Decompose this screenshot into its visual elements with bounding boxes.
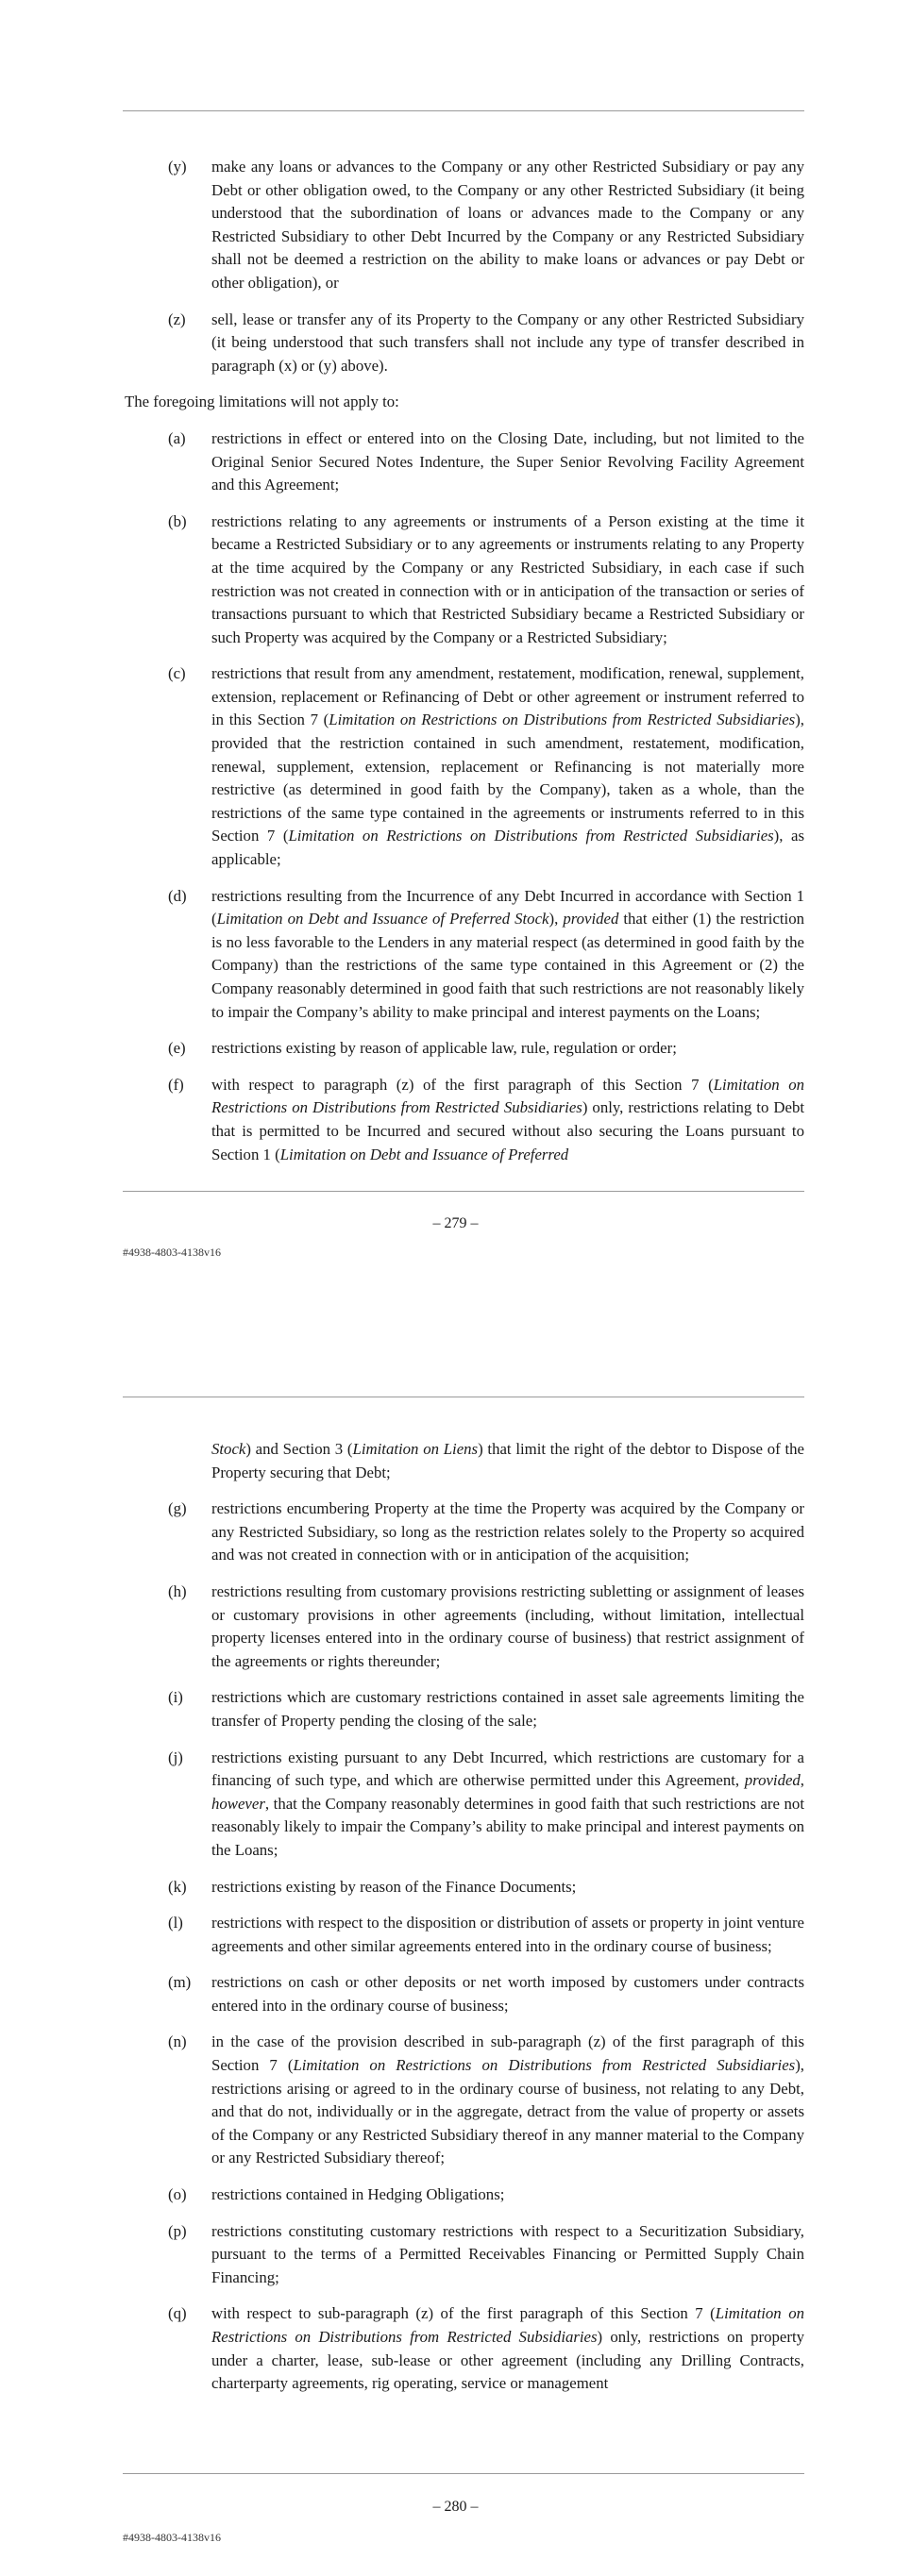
clause-z (168, 309, 804, 378)
clause-label: (l) (168, 1914, 183, 1932)
clause-text: make any loans or advances to the Company or any other Restricted Subsidiary or pay any Debt or other obligation owed, to the Company or any other Restricted Subsidiary (it being understood that the subordination of loans or advances made to the Company or any Restricted Subsidiary to other Debt Incurred by the Company or any Restricted Subsidiary shall not be deemed a restriction on the ability to make loans or advances or pay Debt or other obligation), or (211, 158, 804, 292)
clause-e (168, 1037, 804, 1061)
clause-text: in the case of the provision described in sub-paragraph (z) of the first paragraph of this Section 7 (Limitation on Restrictions on Distributions from Restricted Subsidiaries), restrictions arising or agreed to in the ordinary course of business, not relating to any Debt, and that do not, individually or in the aggregate, detract from the value of property or assets of the Company or any Restricted Subsidiary thereof in any manner material to the Company or any Restricted Subsidiary thereof; (211, 2032, 804, 2167)
page-number: – 280 – (432, 2499, 479, 2515)
clause-label: (a) (168, 428, 186, 447)
clause-label: (j) (168, 1748, 183, 1766)
clause-c (168, 662, 804, 871)
clause-n (168, 2031, 804, 2170)
clause-label: (i) (168, 1688, 183, 1707)
page-body (168, 1438, 804, 2396)
clause-q (168, 2302, 804, 2395)
clause-label: (m) (168, 1973, 192, 1992)
clause-j (168, 1747, 804, 1863)
clause-h (168, 1581, 804, 1673)
clause-text: restrictions existing by reason of applicable law, rule, regulation or order; (211, 1039, 677, 1058)
clause-text: with respect to paragraph (z) of the first paragraph of this Section 7 (Limitation on Restrictions on Distributions from Restricted Subsidiaries) only, restrictions relating to Debt that is permitted to be Incurred and secured without also securing the Loans pursuant to Section 1 (Limitation on Debt and Issuance of Preferred (211, 1075, 805, 1163)
clause-label: (f) (168, 1075, 184, 1094)
clause-label: (n) (168, 2032, 187, 2051)
clause-text: restrictions resulting from the Incurrence of any Debt Incurred in accordance with Section 1 (Limitation on Debt and Issuance of Preferred Stock), provided that either (1) the restriction is no less favorable to the Lenders in any material respect (as determined in good faith by the Company) than the restrictions of the same type contained in this Agreement or (2) the Company reasonably determined in good faith that such restrictions are not reasonably likely to impair the Company’s ability to make principal and interest payments on the Loans; (211, 886, 805, 1021)
clause-text: restrictions which are customary restrictions contained in asset sale agreements limiting the transfer of Property pending the closing of the sale; (211, 1688, 804, 1730)
clause-text: restrictions that result from any amendment, restatement, modification, renewal, supplement, extension, replacement or Refinancing of Debt or other agreement or instrument referred to in this Section 7 (Limitation on Restrictions on Distributions from Restricted Subsidiaries), provided that the restriction contained in such amendment, restatement, modification, renewal, supplement, extension, replacement or Refinancing is not materially more restrictive (as determined in good faith by the Company), taken as a whole, than the restrictions of the same type contained in the agreements or instruments referred to in this Section 7 (Limitation on Restrictions on Distributions from Restricted Subsidiaries), as applicable; (211, 664, 804, 869)
page-280 (0, 1312, 911, 2576)
document-id: #4938-4803-4138v16 (123, 2531, 221, 2544)
footer-rule (123, 1191, 804, 1192)
clause-i (168, 1686, 804, 1732)
clause-label: (c) (168, 664, 186, 683)
clause-a (168, 427, 804, 497)
clause-p (168, 2220, 804, 2290)
clause-k (168, 1876, 804, 1899)
clause-label: (d) (168, 886, 187, 905)
clause-g (168, 1497, 804, 1567)
clause-l (168, 1912, 804, 1958)
clause-label: (q) (168, 2304, 187, 2323)
clause-label: (g) (168, 1499, 187, 1518)
clause-text: restrictions resulting from customary provisions restricting subletting or assignment of leases or customary provisions in other agreements (including, without limitation, intellectual property licenses entered into in the ordinary course of business) that restrict assignment of the agreements or rights thereunder; (211, 1581, 804, 1670)
clause-text: restrictions existing by reason of the Finance Documents; (211, 1877, 577, 1896)
footer-rule (123, 2473, 804, 2474)
clause-label: (p) (168, 2221, 187, 2240)
clause-text: restrictions existing pursuant to any Debt Incurred, which restrictions are customary for a financing of such type, and which are otherwise permitted under this Agreement, provided, however, that the Company reasonably determines in good faith that such restrictions are not reasonably likely to impair the Company’s ability to make principal and interest payments on the Loans; (211, 1748, 804, 1859)
clause-text: restrictions contained in Hedging Obligations; (211, 2185, 505, 2204)
clause-text: with respect to sub-paragraph (z) of the first paragraph of this Section 7 (Limitation on Restrictions on Distributions from Restricted Subsidiaries) only, restrictions on property under a charter, lease, sub-lease or other agreement (including any Drilling Contracts, charterparty agreements, rig operating, service or management (211, 2304, 804, 2393)
clause-label: (z) (168, 309, 186, 328)
header-rule (123, 110, 804, 111)
clause-f-continued (168, 1438, 804, 1484)
clause-o (168, 2183, 804, 2207)
page-number: – 279 – (432, 1215, 479, 1231)
clause-text: restrictions relating to any agreements or instruments of a Person existing at the time it became a Restricted Subsidiary or to any agreements or instruments relating to any Property at the time acquired by the Company or any Restricted Subsidiary, in each case if such restriction was not created in connection with or in anticipation of the transaction or series of transactions pursuant to which that Restricted Subsidiary became a Restricted Subsidiary or such Property was acquired by the Company or a Restricted Subsidiary; (211, 511, 804, 646)
clause-text: restrictions encumbering Property at the time the Property was acquired by the Company or any Restricted Subsidiary, so long as the restriction relates solely to the Property so acquired and was not created in connection with or in anticipation of the acquisition; (211, 1499, 804, 1564)
clause-text: restrictions constituting customary restrictions with respect to a Securitization Subsidiary, pursuant to the terms of a Permitted Receivables Financing or Permitted Supply Chain Financing; (211, 2221, 804, 2286)
clause-label: (k) (168, 1877, 187, 1896)
clause-d (168, 885, 804, 1025)
clause-y (168, 156, 804, 295)
clause-label: (h) (168, 1581, 187, 1600)
clause-f (168, 1074, 804, 1166)
clause-text: restrictions in effect or entered into on the Closing Date, including, but not limited to the Original Senior Secured Notes Indenture, the Super Senior Revolving Facility Agreement and this Agreement; (211, 428, 804, 494)
page-body (125, 156, 805, 1166)
paragraph-text: The foregoing limitations will not apply to: (125, 393, 399, 411)
clause-label: (e) (168, 1039, 186, 1058)
clause-text: Stock) and Section 3 (Limitation on Liens) that limit the right of the debtor to Dispose of the Property securing that Debt; (211, 1440, 804, 1481)
clause-b (168, 510, 804, 650)
clause-text: restrictions on cash or other deposits or net worth imposed by customers under contracts entered into in the ordinary course of business; (211, 1973, 804, 2015)
clause-text: restrictions with respect to the disposition or distribution of assets or property in joint venture agreements and other similar agreements entered into in the ordinary course of business; (211, 1914, 804, 1955)
clause-label: (y) (168, 158, 187, 176)
clause-text: sell, lease or transfer any of its Property to the Company or any other Restricted Subsidiary (it being understood that such transfers shall not include any type of transfer described in paragraph (x) or (y) above). (211, 309, 804, 375)
document-id: #4938-4803-4138v16 (123, 1246, 221, 1259)
clause-label: (o) (168, 2185, 187, 2204)
clause-label: (b) (168, 511, 187, 530)
clause-m (168, 1971, 804, 2017)
intro-paragraph (125, 391, 804, 414)
